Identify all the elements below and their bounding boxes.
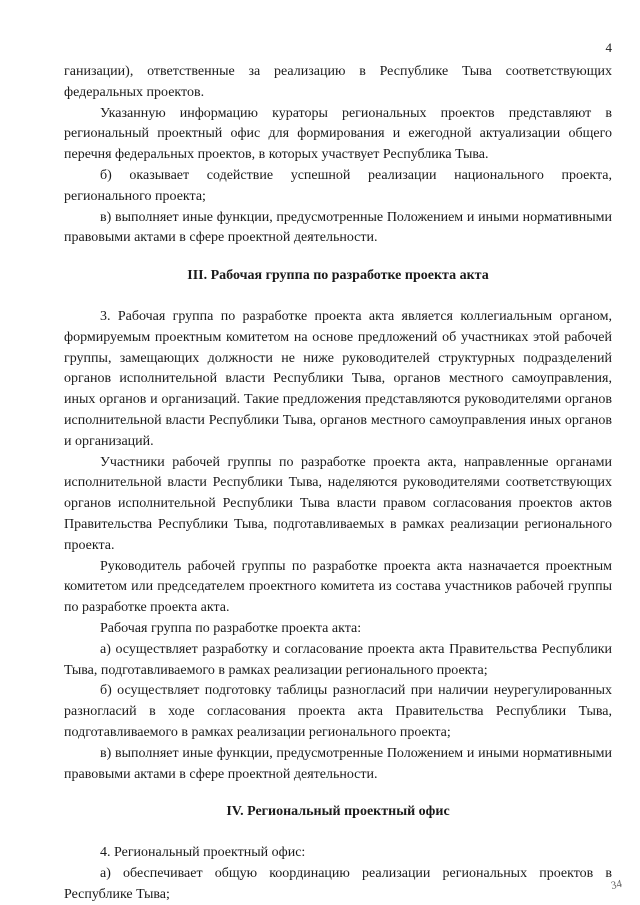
document-body — [64, 62, 612, 905]
paragraph: б) осуществляет подготовку таблицы разногласий при наличии неурегулированных разногласий в ходе согласования проекта акта Правительства Республики Тыва, подготавливаемого в рамках реализации регионального проекта; — [64, 683, 612, 740]
section-heading: IV. Региональный проектный офис — [226, 804, 450, 820]
page-number: 4 — [605, 40, 612, 55]
paragraph: Указанную информацию кураторы региональных проектов представляют в региональный проектный офис для формирования и ежегодной актуализации общего перечня федеральных проектов, в которых участвует Республика Тыва. — [64, 105, 612, 163]
paragraph: 4. Региональный проектный офис: — [100, 845, 306, 861]
section-heading: III. Рабочая группа по разработке проекта акта — [187, 268, 489, 284]
paragraph: 3. Рабочая группа по разработке проекта акта является коллегиальным органом, формируемым проектным комитетом на основе предложений об участниках этой рабочей группы, замещающих должности не ниже руководителей структурных подразделений органов исполнительной власти Республики Тыва, органов местного самоуправления, иных органов и организаций. Такие предложения представляются руководителями органов исполнительной власти Республики Тыва, органов местного самоуправления иных органов и организаций. — [64, 308, 612, 449]
paragraph: а) осуществляет разработку и согласование проекта акта Правительства Республики Тыва, подготавливаемого в рамках реализации регионального проекта; — [64, 641, 612, 678]
paragraph: а) обеспечивает общую координацию реализации региональных проектов в Республике Тыва; — [64, 865, 612, 902]
paragraph: ганизации), ответственные за реализацию в Республике Тыва соответствующих федеральных проектов. — [64, 64, 612, 100]
paragraph: б) оказывает содействие успешной реализации национального проекта, регионального проекта; — [64, 167, 612, 204]
paragraph: в) выполняет иные функции, предусмотренные Положением и иными нормативными правовыми актами в сфере проектной деятельности. — [64, 209, 612, 246]
corner-mark: 34 — [609, 877, 624, 893]
paragraph: Руководитель рабочей группы по разработке проекта акта назначается проектным комитетом или председателем проектного комитета из состава участников рабочей группы по разработке проекта акта. — [64, 558, 612, 616]
paragraph: Рабочая группа по разработке проекта акта: — [100, 620, 362, 636]
paragraph: Участники рабочей группы по разработке проекта акта, направленные органами исполнительной власти Республики Тыва, наделяются руководителями соответствующих органов исполнительной Республики Тыва власти правом согласования проектов актов Правительства Республики Тыва, подготавливаемых в рамках реализации регионального проекта. — [64, 454, 612, 553]
paragraph: в) выполняет иные функции, предусмотренные Положением и иными нормативными правовыми актами в сфере проектной деятельности. — [64, 745, 612, 782]
